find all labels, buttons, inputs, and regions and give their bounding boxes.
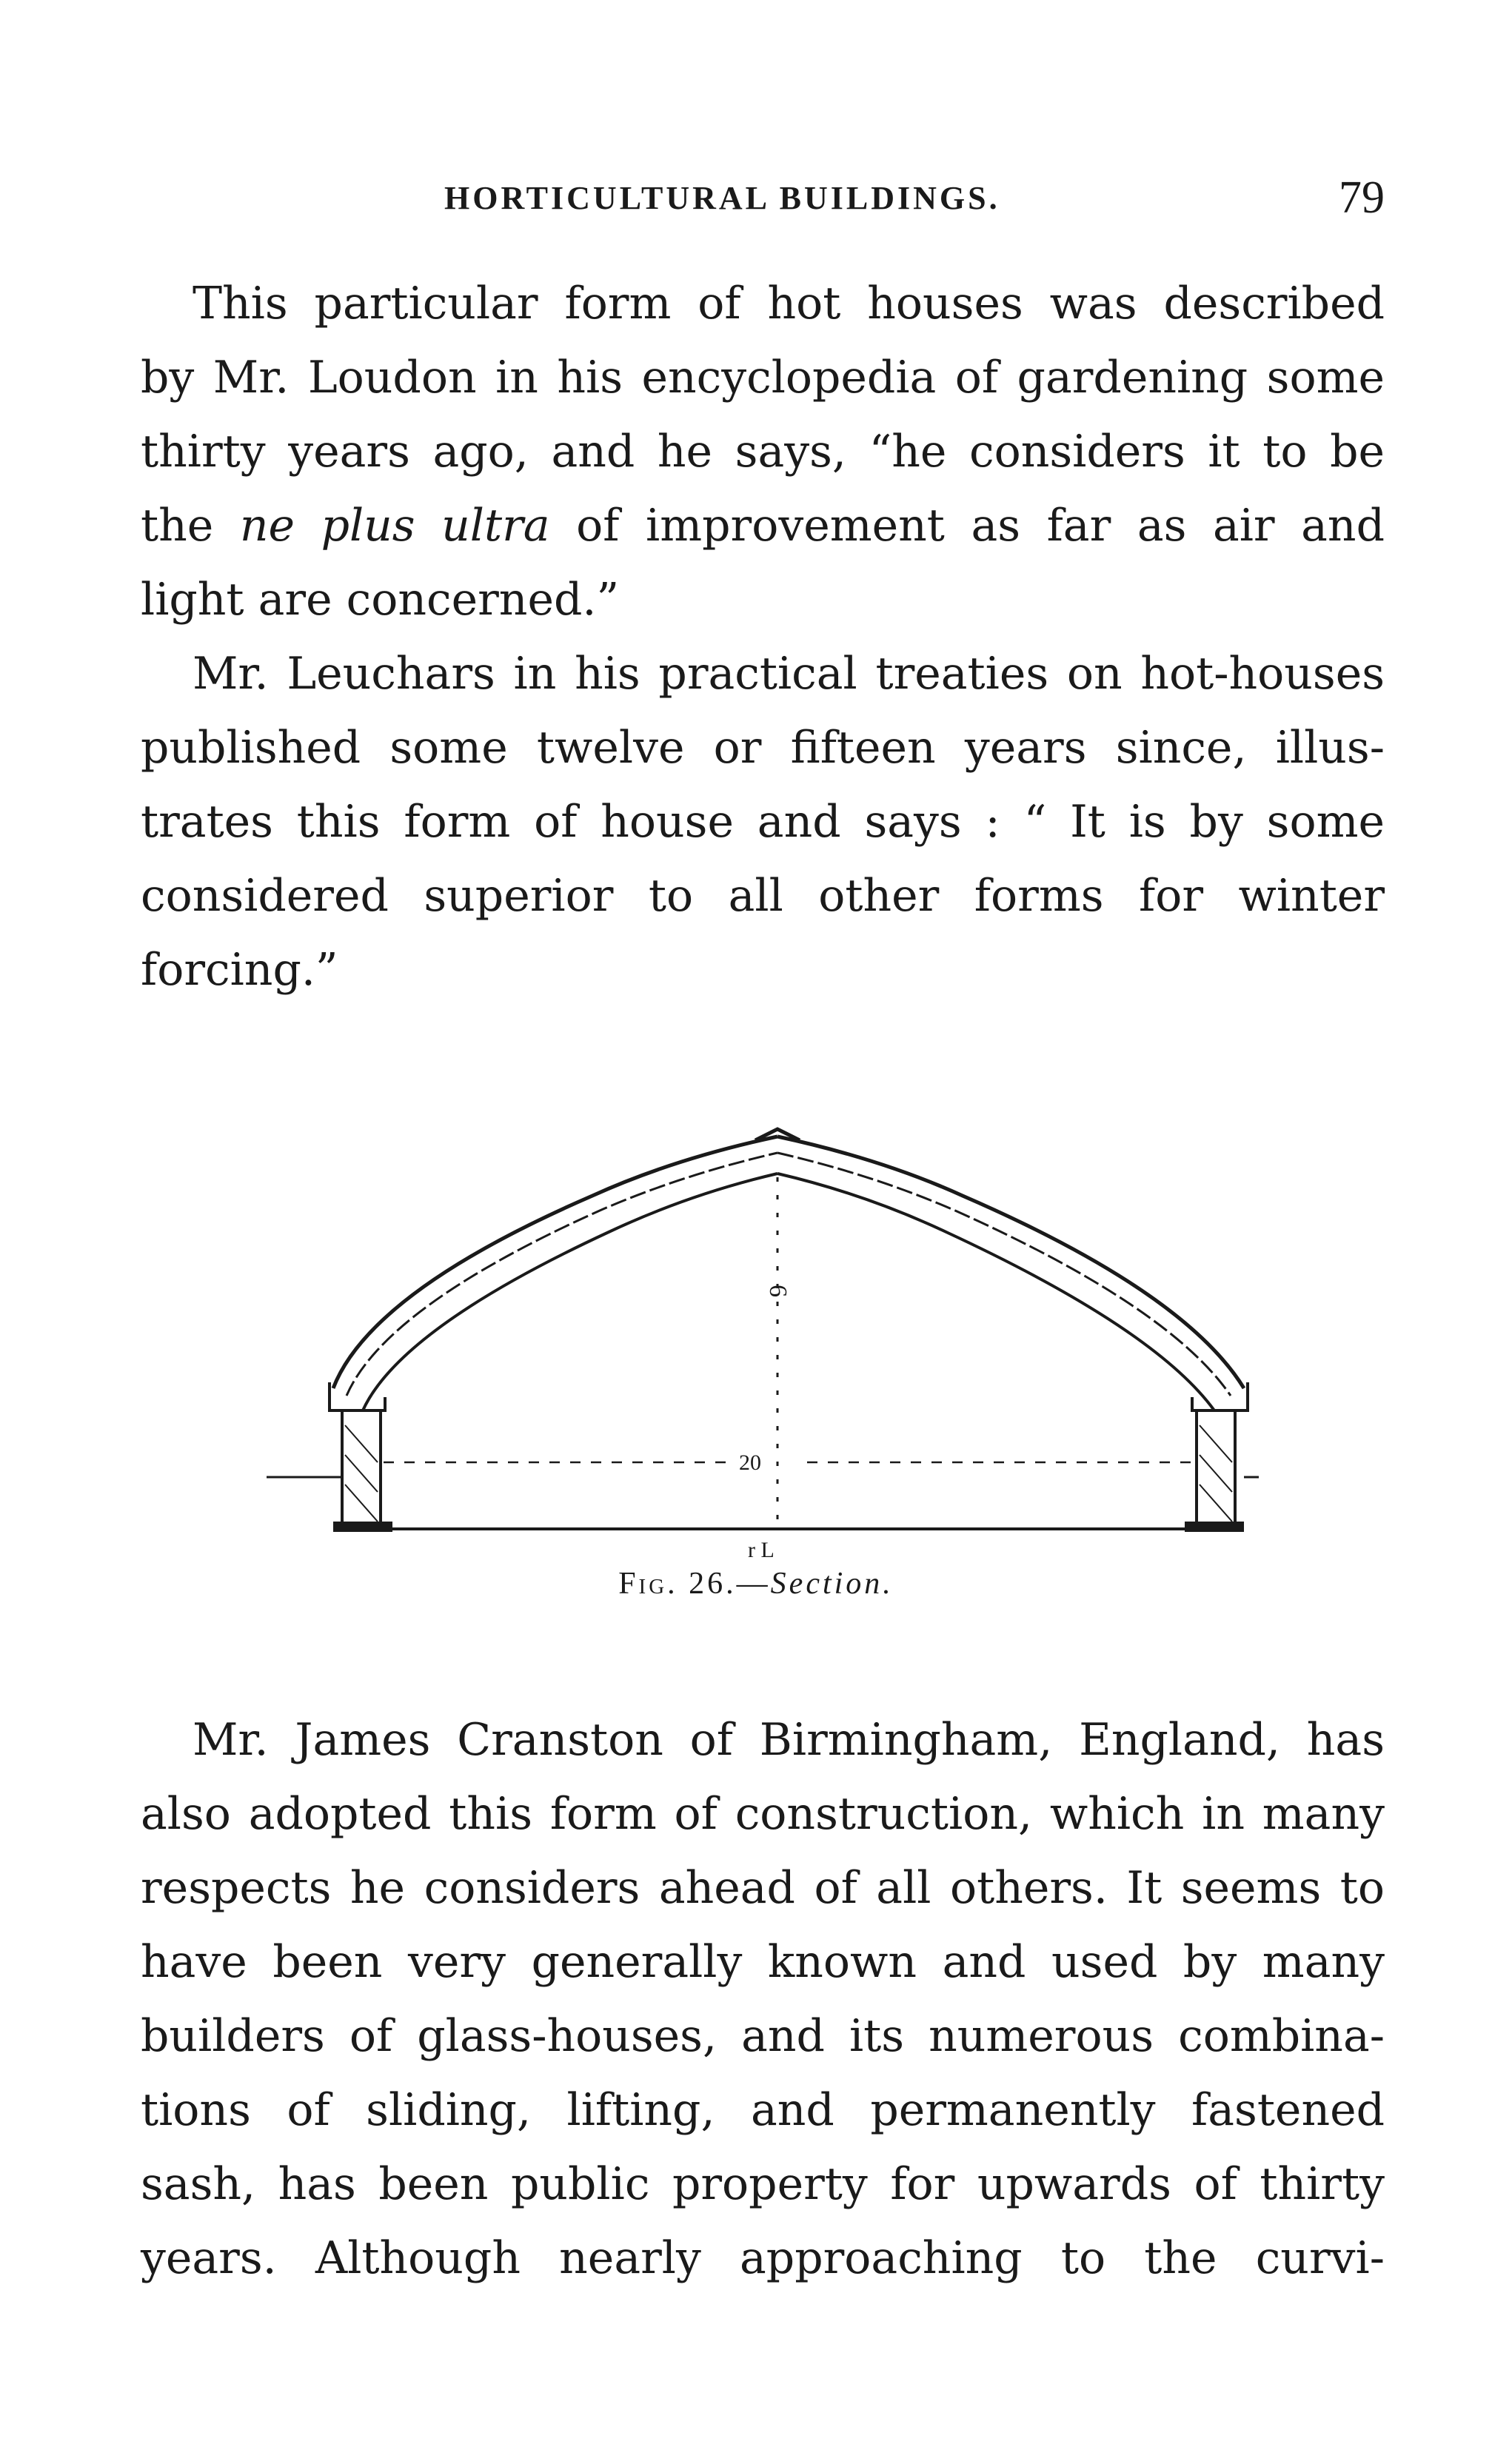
caption-title: Section. xyxy=(770,1567,894,1601)
text-line: have been very generally known and used by many xyxy=(141,1936,1385,1988)
text-line: Mr. James Cranston of Birmingham, England, has xyxy=(193,1714,1385,1766)
text-line-mixed xyxy=(141,489,1385,563)
text-line: respects he considers ahead of all others. It seems to xyxy=(141,1862,1385,1914)
text-line: Mr. Leuchars in his practical treaties on hot-houses xyxy=(193,648,1385,700)
text-line: sash, has been public property for upwards of thirty xyxy=(141,2158,1385,2210)
text-line: This particular form of hot houses was described xyxy=(193,278,1385,329)
text-line: trates this form of house and says : “ It is by some xyxy=(141,796,1385,848)
text-line: considered superior to all other forms for winter xyxy=(141,870,1385,922)
text-line: thirty years ago, and he says, “he considers it to be xyxy=(141,426,1385,478)
text-line: also adopted this form of construction, which in many xyxy=(141,1788,1385,1840)
running-title: HORTICULTURAL BUILDINGS. xyxy=(444,180,1000,216)
height-label: 6 xyxy=(764,1285,792,1297)
width-label: 20 xyxy=(739,1450,761,1475)
paragraph-loudon xyxy=(141,267,1385,1007)
latin-phrase: ne plus ultra xyxy=(239,500,550,552)
greenhouse-section-drawing xyxy=(259,1107,1259,1573)
text-line: tions of sliding, lifting, and permanently fastened xyxy=(141,2084,1385,2136)
caption-dash: — xyxy=(736,1567,771,1601)
ridge-cap xyxy=(755,1129,800,1140)
section-figure xyxy=(259,1107,1259,1573)
roof-outer-left xyxy=(333,1137,777,1388)
text-line: light are concerned.” xyxy=(141,574,620,626)
text-line: published some twelve or fifteen years since, illus- xyxy=(141,722,1385,774)
text-line: years. Although nearly approaching to the curvi- xyxy=(141,2232,1385,2284)
ground-mark-label: r L xyxy=(748,1538,775,1562)
right-eave xyxy=(1192,1382,1248,1410)
text-run: of improvement as far as air and xyxy=(549,500,1385,552)
text-run: the xyxy=(141,500,240,552)
paragraph-cranston xyxy=(141,1703,1385,2295)
text-line: by Mr. Loudon in his encyclopedia of gardening some xyxy=(141,352,1385,404)
text-line: builders of glass-houses, and its numerous combina- xyxy=(141,2010,1385,2062)
roof-sash-left xyxy=(347,1153,777,1396)
running-head xyxy=(141,172,1392,231)
text-line: forcing.” xyxy=(141,944,338,996)
left-footing xyxy=(333,1522,392,1532)
roof-inner-left xyxy=(363,1174,777,1410)
figure-caption xyxy=(0,1566,1512,1601)
page-number: 79 xyxy=(1339,173,1385,223)
right-footing xyxy=(1185,1522,1244,1532)
caption-figure-number: Fig. 26. xyxy=(618,1567,737,1601)
